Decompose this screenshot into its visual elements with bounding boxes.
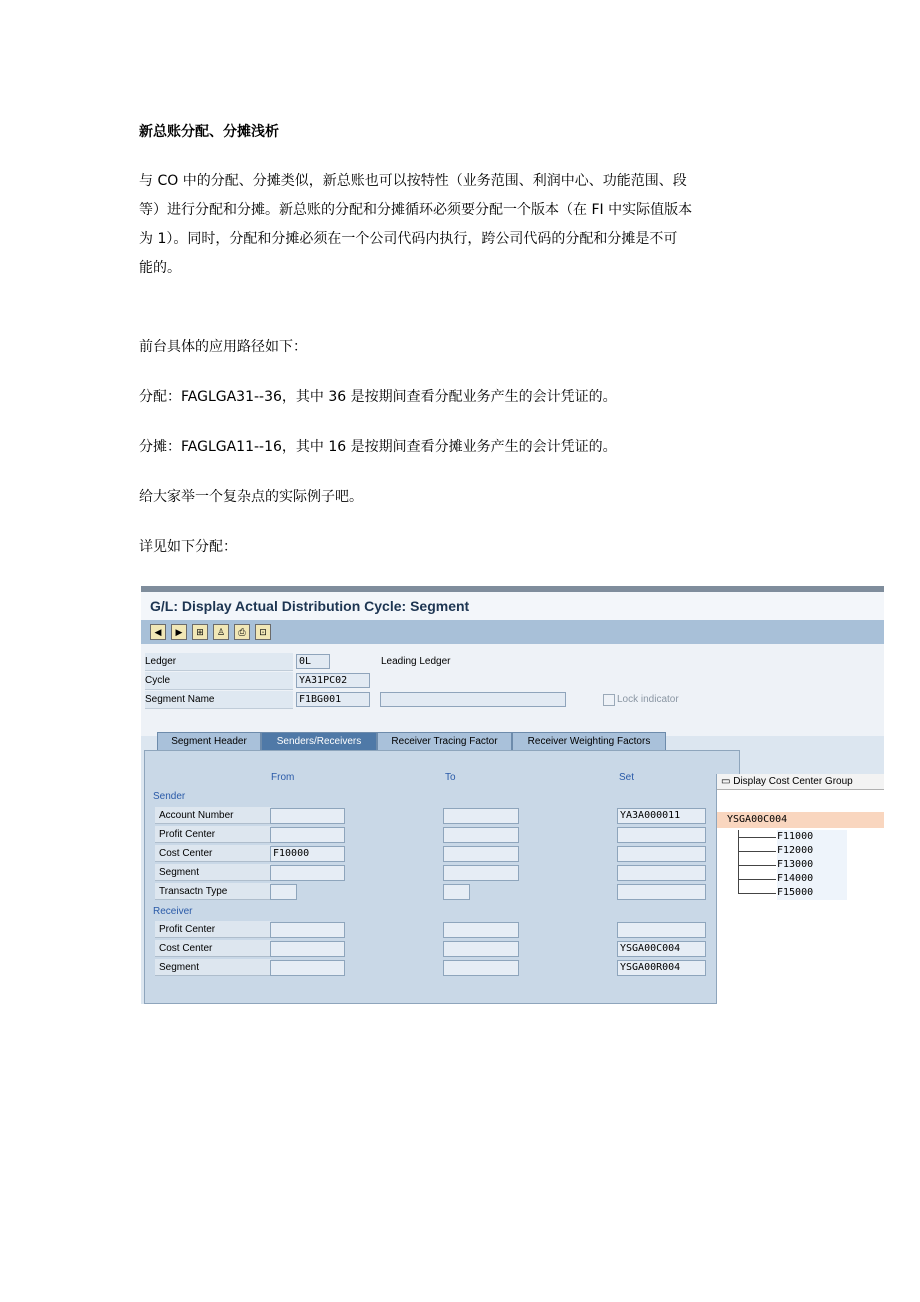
tab-receiver-weighting-factors[interactable]: Receiver Weighting Factors: [512, 732, 666, 751]
tree-root-node[interactable]: YSGA00C004: [717, 812, 884, 828]
receiver-cost-center-set[interactable]: YSGA00C004: [617, 941, 706, 957]
tab-segment-header[interactable]: Segment Header: [157, 732, 261, 751]
tree-child-node[interactable]: F13000: [777, 858, 847, 872]
tab-senders-receivers[interactable]: Senders/Receivers: [261, 732, 377, 751]
ledger-field[interactable]: 0L: [296, 654, 330, 669]
toolbar: [141, 620, 884, 644]
cost-center-group-title: Display Cost Center Group: [733, 776, 853, 787]
ledger-label: Ledger: [145, 656, 177, 667]
receiver-cost-center-from[interactable]: [270, 941, 345, 957]
paragraph-1-line-1: 与 CO 中的分配、分摊类似，新总账也可以按特性（业务范围、利润中心、功能范围、段: [139, 173, 687, 189]
transaction-type-from[interactable]: [270, 884, 297, 900]
lock-icon[interactable]: ⊡: [255, 624, 271, 640]
account-number-from[interactable]: [270, 808, 345, 824]
column-header-from: From: [271, 772, 295, 783]
account-number-to[interactable]: [443, 808, 519, 824]
segment-name-field[interactable]: F1BG001: [296, 692, 370, 707]
paragraph-5: 给大家举一个复杂点的实际例子吧。: [139, 489, 363, 505]
row-label-account-number: Account Number: [155, 807, 271, 824]
receiver-segment-from[interactable]: [270, 960, 345, 976]
paragraph-1-line-4: 能的。: [139, 260, 181, 276]
tree-child-node[interactable]: F14000: [777, 872, 847, 886]
receiver-profit-center-from[interactable]: [270, 922, 345, 938]
ledger-description: Leading Ledger: [381, 656, 451, 667]
window-title: G/L: Display Actual Distribution Cycle: Segment: [141, 592, 884, 620]
tree-connector: [738, 865, 776, 866]
column-header-to: To: [445, 772, 456, 783]
tree-connector: [738, 879, 776, 880]
sender-profit-center-set[interactable]: [617, 827, 706, 843]
paragraph-4: 分摊：FAGLGA11--16，其中 16 是按期间查看分摊业务产生的会计凭证的。: [139, 439, 617, 455]
person-icon[interactable]: ♙: [213, 624, 229, 640]
arrow-left-icon[interactable]: ◀: [150, 624, 166, 640]
cost-center-group-header: [717, 774, 884, 790]
tree-connector-vertical: [738, 830, 739, 894]
sender-segment-to[interactable]: [443, 865, 519, 881]
paragraph-6: 详见如下分配：: [139, 539, 237, 555]
row-label-transaction-type: Transactn Type: [155, 883, 271, 900]
tree-child-node[interactable]: F15000: [777, 886, 847, 900]
doc-title: 新总账分配、分摊浅析: [139, 124, 279, 140]
arrow-right-icon[interactable]: ▶: [171, 624, 187, 640]
sender-segment-set[interactable]: [617, 865, 706, 881]
paragraph-2: 前台具体的应用路径如下：: [139, 339, 307, 355]
tree-connector: [738, 893, 776, 894]
senders-receivers-panel: [144, 750, 740, 1004]
sender-profit-center-from[interactable]: [270, 827, 345, 843]
tab-receiver-tracing-factor[interactable]: Receiver Tracing Factor: [377, 732, 512, 751]
row-label-receiver-profit-center: Profit Center: [155, 921, 271, 938]
sap-screenshot: [141, 586, 884, 1004]
paragraph-3: 分配：FAGLGA31--36，其中 36 是按期间查看分配业务产生的会计凭证的。: [139, 389, 617, 405]
receiver-segment-to[interactable]: [443, 960, 519, 976]
tree-connector: [738, 851, 776, 852]
sender-cost-center-to[interactable]: [443, 846, 519, 862]
paragraph-1-line-2: 等）进行分配和分摊。新总账的分配和分摊循环必须要分配一个版本（在 FI 中实际值版本: [139, 202, 693, 218]
sender-cost-center-set[interactable]: [617, 846, 706, 862]
receiver-segment-set[interactable]: YSGA00R004: [617, 960, 706, 976]
segment-name-description-field[interactable]: [380, 692, 566, 707]
lock-indicator-checkbox[interactable]: [603, 694, 615, 706]
row-label-profit-center: Profit Center: [155, 826, 271, 843]
sender-section-label: Sender: [153, 791, 186, 802]
receiver-cost-center-to[interactable]: [443, 941, 519, 957]
lock-indicator-label: Lock indicator: [617, 694, 679, 705]
tree-child-node[interactable]: F11000: [777, 830, 847, 844]
paragraph-1-line-3: 为 1）。同时，分配和分摊必须在一个公司代码内执行，跨公司代码的分配和分摊是不可: [139, 231, 678, 247]
tree-child-node[interactable]: F12000: [777, 844, 847, 858]
column-header-set: Set: [619, 772, 635, 783]
receiver-profit-center-to[interactable]: [443, 922, 519, 938]
print-icon[interactable]: ⎙: [234, 624, 250, 640]
transaction-type-set[interactable]: [617, 884, 706, 900]
sender-cost-center-from[interactable]: F10000: [270, 846, 345, 862]
tree-connector: [738, 837, 776, 838]
receiver-profit-center-set[interactable]: [617, 922, 706, 938]
row-label-receiver-cost-center: Cost Center: [155, 940, 271, 957]
cycle-field[interactable]: YA31PC02: [296, 673, 370, 688]
segment-name-label: Segment Name: [145, 694, 215, 705]
tab-strip: [141, 732, 884, 752]
sender-segment-from[interactable]: [270, 865, 345, 881]
cost-center-group-panel: [716, 774, 884, 1004]
row-label-segment: Segment: [155, 864, 271, 881]
transaction-type-to[interactable]: [443, 884, 470, 900]
display-icon: ▭: [721, 776, 734, 787]
cycle-label: Cycle: [145, 675, 171, 686]
binoculars-icon[interactable]: ⊞: [192, 624, 208, 640]
sender-profit-center-to[interactable]: [443, 827, 519, 843]
receiver-section-label: Receiver: [153, 906, 193, 917]
account-number-set[interactable]: YA3A000011: [617, 808, 706, 824]
row-label-cost-center: Cost Center: [155, 845, 271, 862]
header-area: [141, 644, 884, 736]
row-label-receiver-segment: Segment: [155, 959, 271, 976]
paragraph-1: [139, 167, 789, 283]
